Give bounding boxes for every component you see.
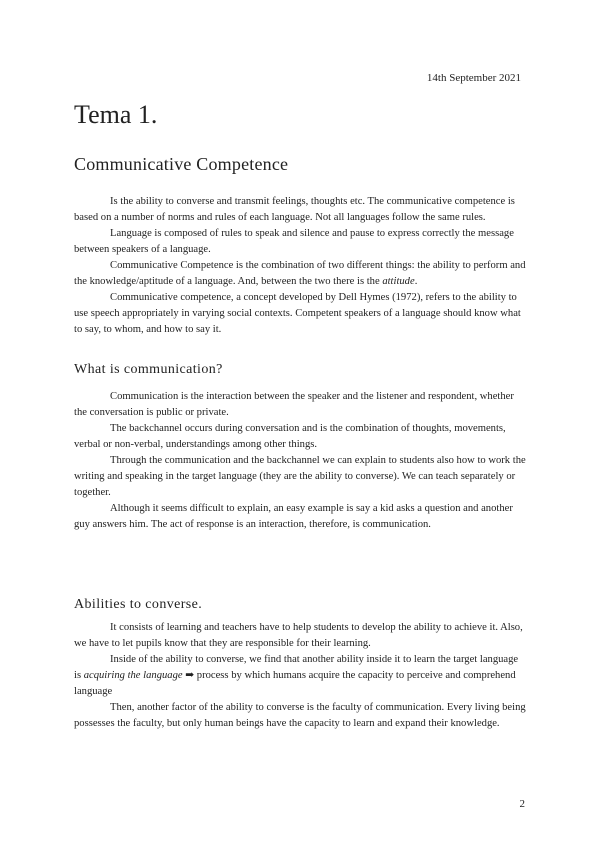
paragraph: Communication is the interaction between the speaker and the listener and respondent, whether the conversation is public or private. [74, 391, 514, 418]
paragraph: It consists of learning and teachers have to help students to develop the ability to achieve it. Also, we have to let pupils know that they are responsible for their learning. [74, 622, 523, 649]
paragraph: Inside of the ability to converse, we find that another ability inside it to learn the target language is acquiring the language ➡ process by which humans acquire the capacity to perceive and comprehend language [74, 654, 519, 697]
page-number: 2 [519, 798, 525, 810]
paragraph: Although it seems difficult to explain, an easy example is say a kid asks a question and another guy answers him. The act of response is an interaction, therefore, is communication. [74, 503, 513, 530]
section-heading-what-is-communication: What is communication? [74, 362, 223, 377]
paragraph: Through the communication and the backchannel we can explain to students also how to work the writing and speaking in the target language (they are the ability to converse). We can teach separately or together. [74, 455, 526, 498]
section-heading-communicative-competence: Communicative Competence [74, 154, 289, 174]
paragraph: Language is composed of rules to speak and silence and pause to express correctly the message between speakers of a language. [74, 228, 514, 255]
date-header: 14th September 2021 [426, 72, 521, 84]
paragraph: Is the ability to converse and transmit feelings, thoughts etc. The communicative competence is based on a number of norms and rules of each language. Not all languages follow the same rules. [74, 196, 515, 223]
arrow-right-icon: ➡ [182, 670, 197, 681]
emphasis-acquiring-language: acquiring the language [83, 670, 183, 681]
page-title: Tema 1. [74, 100, 158, 129]
paragraph: Communicative Competence is the combination of two different things: the ability to perform and the knowledge/aptitude of a language. And, between the two there is the attitude. [74, 260, 526, 287]
paragraph: Then, another factor of the ability to converse is the faculty of communication. Every living being possesses the faculty, but only human beings have the capacity to learn and expand their knowledge. [74, 702, 526, 729]
intro-section [74, 194, 526, 338]
abilities-section [74, 620, 526, 732]
paragraph: The backchannel occurs during conversation and is the combination of thoughts, movements, verbal or non-verbal, understandings among other things. [74, 423, 506, 450]
section-heading-abilities-to-converse: Abilities to converse. [74, 597, 203, 612]
communication-section [74, 389, 526, 533]
paragraph: Communicative competence, a concept developed by Dell Hymes (1972), refers to the ability to use speech appropriately in varying social contexts. Competent speakers of a language should know what to say, to whom, and how to say it. [74, 292, 521, 335]
emphasis-attitude: attitude [382, 276, 415, 287]
